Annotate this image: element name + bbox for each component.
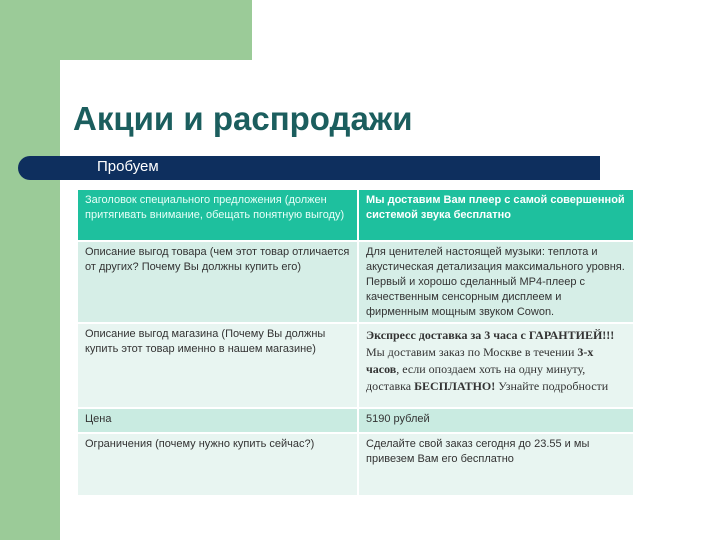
table-row (78, 433, 634, 496)
table-cell (358, 323, 634, 408)
table-cell: Мы доставим Вам плеер с самой совершенной системой звука бесплатно (358, 190, 634, 241)
table-header-row (78, 190, 634, 241)
slide-title: Акции и распродажи (73, 100, 413, 137)
bold-text: БЕСПЛАТНО! (414, 379, 496, 393)
subtitle: Пробуем (97, 158, 159, 175)
subtitle-bar (18, 156, 600, 180)
table-cell: Описание выгод магазина (Почему Вы должны купить этот товар именно в нашем магазине) (78, 323, 358, 408)
bold-text: 3-х часов (366, 345, 594, 376)
table-cell: Для ценителей настоящей музыки: теплота и акустическая детализация максимального уровня. Первый и хорошо сделанный MP4-плеер с качественным сенсорным дисплеем и фирменным мощным звуком Cowon. (358, 241, 634, 323)
table-row (78, 241, 634, 323)
text: , если опоздаем хоть на одну минуту, доставка (366, 362, 586, 393)
table-cell: Цена (78, 408, 358, 433)
decorative-green-strip (0, 0, 60, 540)
bold-text: Экспресс доставка за 3 часа с ГАРАНТИЕЙ!!! (366, 328, 615, 342)
table-cell: Сделайте свой заказ сегодня до 23.55 и мы привезем Вам его бесплатно (358, 433, 634, 496)
table-cell: Ограничения (почему нужно купить сейчас?) (78, 433, 358, 496)
text: Узнайте подробности (495, 379, 609, 393)
text: Мы доставим заказ по Москве в течении (366, 345, 578, 359)
table-row (78, 323, 634, 408)
table-cell: Описание выгод товара (чем этот товар отличается от других? Почему Вы должны купить его) (78, 241, 358, 323)
table-row (78, 408, 634, 433)
offer-table (78, 190, 635, 497)
table-cell: Заголовок специального предложения (должен притягивать внимание, обещать понятную выгоду) (78, 190, 358, 241)
table-cell: 5190 рублей (358, 408, 634, 433)
